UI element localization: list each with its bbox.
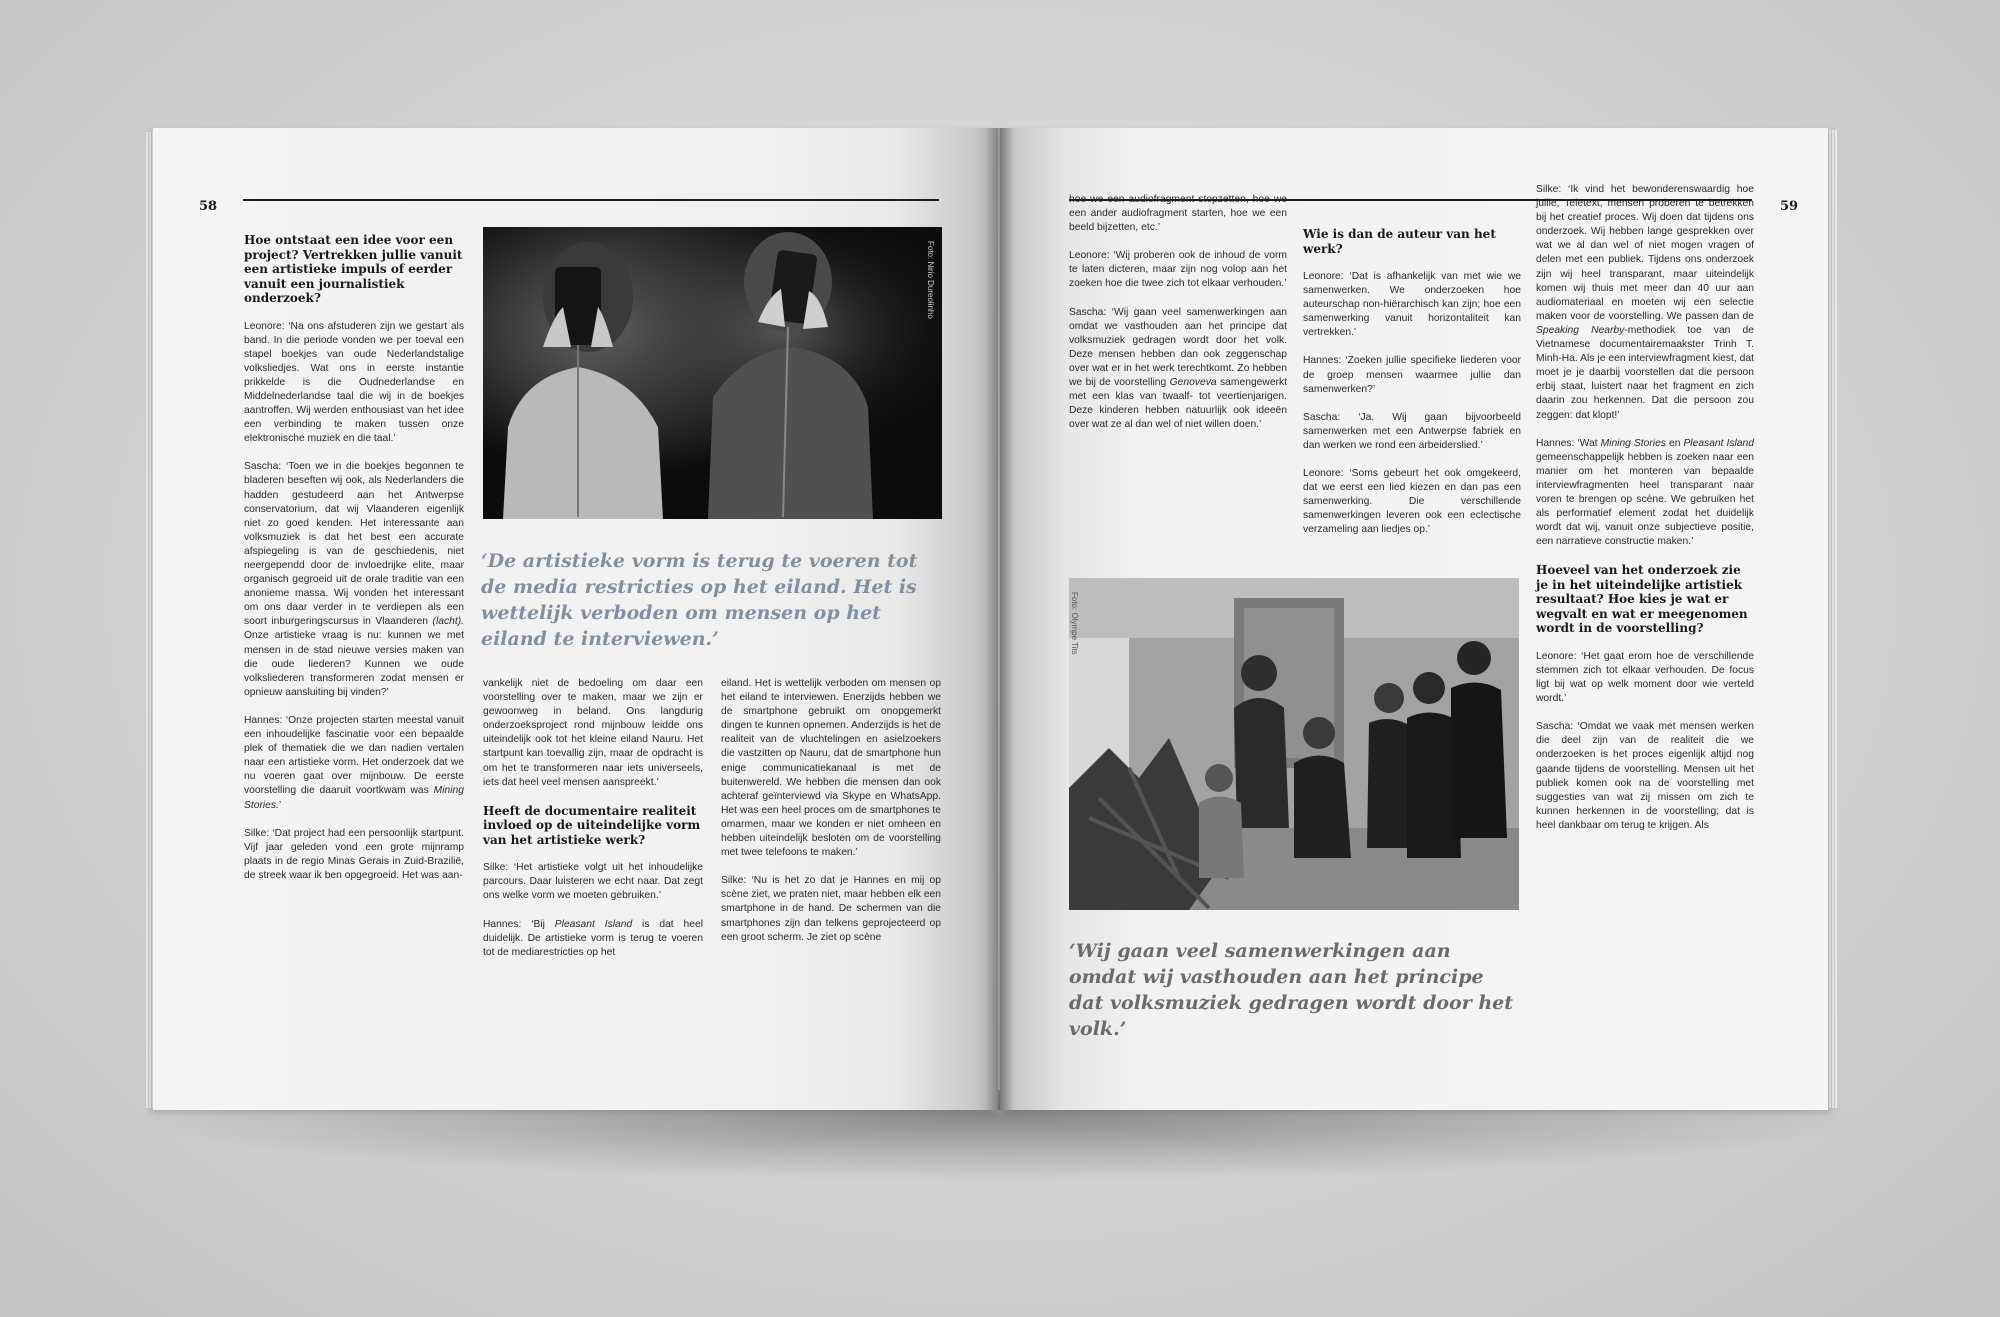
paragraph: Hannes: ‘Wat Mining Stories en Pleasant Island gemeenschappelijk hebben is zoeken naar een manier om het monteren van bepaalde interviewfragmenten heel transparant naar voren te brengen op scène. We gebruiken het als performatief element zodat het duidelijk wordt dat wij, vanuit onze subjectieve positie, een narratieve constructie maken.’ (1536, 437, 1754, 548)
column-3 (721, 677, 941, 959)
photo-performers-smartphones (483, 227, 942, 519)
paragraph: Sascha: ‘Toen we in die boekjes begonnen te bladeren beseften wij ook, als Nederlanders die hadden gestudeerd aan het Antwerpse conservatorium, dat wij Vlaanderen eigenlijk niet zo goed kenden. Het interessante aan volksmuziek is dat het best een accurate afspiegeling is van de geschiedenis, niet neergependd door de invloedrijke elite, maar organisch gegroeid uit de orale traditie van een anonieme massa. Wij vonden het interessant om ons daar verder in te verdiepen als een soort inburgeringscursus in Vlaanderen (lacht). Onze artistieke vraag is nu: kunnen we met mensen in de stad nieuwe versies maken van die oude liederen? Kunnen we oude volksliederen transformeren zodat mensen er opnieuw aansluiting bij vinden?’ (244, 461, 464, 698)
question-heading: Wie is dan de auteur van het werk? (1303, 227, 1496, 256)
performers-photo-image (483, 227, 942, 519)
paragraph: Silke: ‘Nu is het zo dat je Hannes en mij op scène ziet, we praten niet, maar hebben elk een smartphone in de hand. De schermen van die smartphones zijn dan telkens geprojecteerd op een groot scherm. Je ziet op scène (721, 875, 941, 943)
left-page (153, 128, 998, 1110)
paragraph: Silke: ‘Dat project had een persoonlijk startpunt. Vijf jaar geleden vond een grote mijnramp plaats in de regio Minas Gerais in Zuid-Brazilië, de streek waar ik ben opgegroeid. Het was aan- (244, 827, 464, 881)
paragraph: Sascha: ‘Ja. Wij gaan bijvoorbeeld samenwerken met een Antwerpse fabriek en dan werken we rond een arbeiderslied.’ (1303, 411, 1521, 451)
paragraph: vankelijk niet de bedoeling om daar een voorstelling over te maken, maar we zijn er gewoonweg in beland. Ons langdurig onderzoeksproject rond mijnbouw leidde ons uiteindelijk ook tot het kleine eiland Nauru. Het startpunt kan toevallig zijn, maar de opdracht is om het te transformeren naar iets universeels, iets dat heel veel mensen aanspreekt.’ (483, 678, 703, 788)
question-heading: Heeft de documentaire realiteit invloed op de uiteindelijke vorm van het artistieke werk? (483, 803, 701, 847)
page-number: 58 (199, 199, 218, 214)
paragraph: Leonore: ‘Het gaat erom hoe de verschillende stemmen zich tot elkaar verhouden. De focus ligt bij wat op welk moment door wie verteld wordt.’ (1536, 650, 1754, 705)
paragraph: Hannes: ‘Bij Pleasant Island is dat heel duidelijk. De artistieke vorm is terug te voeren tot de mediarestricties op het (483, 918, 703, 958)
photo-rehearsal-group (1069, 578, 1519, 910)
pull-quote: ‘Wij gaan veel samenwerkingen aan omdat wij vasthouden aan het principe dat volksmuziek gedragen wordt door het volk.’ (1069, 940, 1514, 1040)
paragraph: Leonore: ‘Soms gebeurt het ook omgekeerd, dat we eerst een lied kiezen en dan pas een samenwerking. Die verschillende samenwerkingen leveren ook een eclectische verzameling aan liedjes op.’ (1303, 468, 1521, 536)
header-rule (243, 199, 939, 201)
paragraph: Leonore: ‘Na ons afstuderen zijn we gestart als band. In die periode vonden we per toeval een stapel boekjes van oude Nederlandstalige volksliedjes. Wat ons in eerste instantie prikkelde is die Oudnederlandse en Middelnederlandse taal die wij in de boekjes aantroffen. Wij werden enthousiast van het idee een verbinding te maken tussen onze elektronische muziek en die taal.’ (244, 320, 464, 445)
paragraph: Sascha: ‘Omdat we vaak met mensen werken die deel zijn van de realiteit die we onderzoeken is het proces eigenlijk altijd nog gaande tijdens de voorstelling. Mensen uit het publiek komen ook na de voorstelling met suggesties van wat zij missen om zich te kunnen herkennen in de voorstelling; dat is heel dankbaar om terug te krijgen. Als (1536, 721, 1754, 831)
column-1 (244, 233, 464, 897)
question-heading: Hoeveel van het onderzoek zie je in het uiteindelijke artistiek resultaat? Hoe kies je wat er wegvalt en wat er meegenomen wordt in de voorstelling? (1536, 563, 1748, 636)
column-1 (1069, 193, 1287, 446)
page-number: 59 (1780, 199, 1799, 214)
column-3 (1536, 183, 1754, 847)
paragraph: Silke: ‘Ik vind het bewonderenswaardig hoe jullie, Teletext, mensen proberen te betrekken bij het creatief proces. Wij doen dat tijdens ons onderzoek. Wij hebben lange gesprekken over wat we al dan wel of niet mogen vragen of delen met een publiek. Tijdens ons onderzoek zijn wij heel transparant, maar uiteindelijk komen wij thuis met meer dan 40 uur aan audiomateriaal en moeten wij een selectie maken voor de voorstelling. We passen dan de Speaking Nearby-methodiek toe van de Vietnamese documentairemaakster Trinh T. Minh-Ha. Als je een interviewfragment kiest, dat moet je je daarbij voorstellen dat die persoon erbij staat, luistert naar het fragment en zich daarin zou herkennen. Dat die persoon zou zeggen: dat klopt!’ (1536, 184, 1755, 421)
paragraph: Leonore: ‘Wij proberen ook de inhoud de vorm te laten dicteren, maar zijn nog volop aan het zoeken hoe die twee zich tot elkaar verhouden.’ (1069, 250, 1287, 290)
paragraph: eiland. Het is wettelijk verboden om mensen op het eiland te interviewen. Enerzijds hebben we de smartphone gebruikt om onopgemerkt dingen te kunnen opnemen. Anderzijds is het de realiteit van de vluchtelingen en asielzoekers die vastzitten op Nauru, dat de smartphone hun enige communicatiekanaal is met de buitenwereld. We hebben die mensen dan ook achteraf geïnterviewd via Skype en WhatsApp. Het was een heel proces om de smartphones te omarmen, maar we konden er niet omheen en hebben uiteindelijk besloten om de voorstelling met twee telefoons te maken.’ (721, 678, 941, 859)
column-2 (1303, 227, 1521, 552)
paragraph: Hannes: ‘Onze projecten starten meestal vanuit een inhoudelijke fascinatie voor een bepaalde plek of thematiek die we dan nadien vertalen naar een artistieke vorm. Het onderzoek dat we nu voeren gaat over mijnbouw. De eerste voorstelling die daaruit voortkwam was Mining Stories.’ (244, 714, 464, 811)
pull-quote: ‘De artistieke vorm is terug te voeren tot de media restricties op het eiland. Het is wettelijk verboden om mensen op het eiland te interviewen.’ (481, 550, 918, 650)
paragraph: Hannes: ‘Zoeken jullie specifieke liederen voor de groep mensen waarmee jullie dan samenwerken?’ (1303, 355, 1521, 395)
paragraph: Leonore: ‘Dat is afhankelijk van met wie we samenwerken. We onderzoeken hoe auteurschap non-hiërarchisch kan zijn; hoe een samenwerking vanuit horizontaliteit kan vertrekken.’ (1303, 271, 1521, 339)
paragraph: Sascha: ‘Wij gaan veel samenwerkingen aan omdat we vasthouden aan het principe dat volksmuziek gedragen wordt door het volk. Deze mensen hebben dan ook zeggenschap over wat er in het werk terechtkomt. Zo hebben we bij de voorstelling Genoveva samengewerkt met een klas van twaalf- tot veertienjarigen. Deze kinderen hebben natuurlijk ook ideeën over wat ze al dan wel of niet willen doen.’ (1069, 306, 1287, 431)
rehearsal-photo-image (1069, 578, 1519, 910)
book-spine (985, 128, 1013, 1110)
paragraph: hoe we een audiofragment stopzetten, hoe we een ander audiofragment starten, hoe we een beeld bijzetten, etc.’ (1069, 194, 1287, 234)
paragraph: Silke: ‘Het artistieke volgt uit het inhoudelijke parcours. Daar luisteren we echt naar. Dat zegt ons welke vorm we moeten gebruiken.’ (483, 862, 703, 902)
question-heading: Hoe ontstaat een idee voor een project? Vertrekken jullie vanuit een artistieke impuls of eerder vanuit een journalistiek onderzoek? (244, 233, 463, 305)
photo-credit: Foto: Olympe Tits (1070, 592, 1079, 655)
right-page (1000, 128, 1828, 1110)
photo-credit: Foto: Nirio Dureolinho (926, 241, 935, 319)
column-2 (483, 677, 703, 974)
